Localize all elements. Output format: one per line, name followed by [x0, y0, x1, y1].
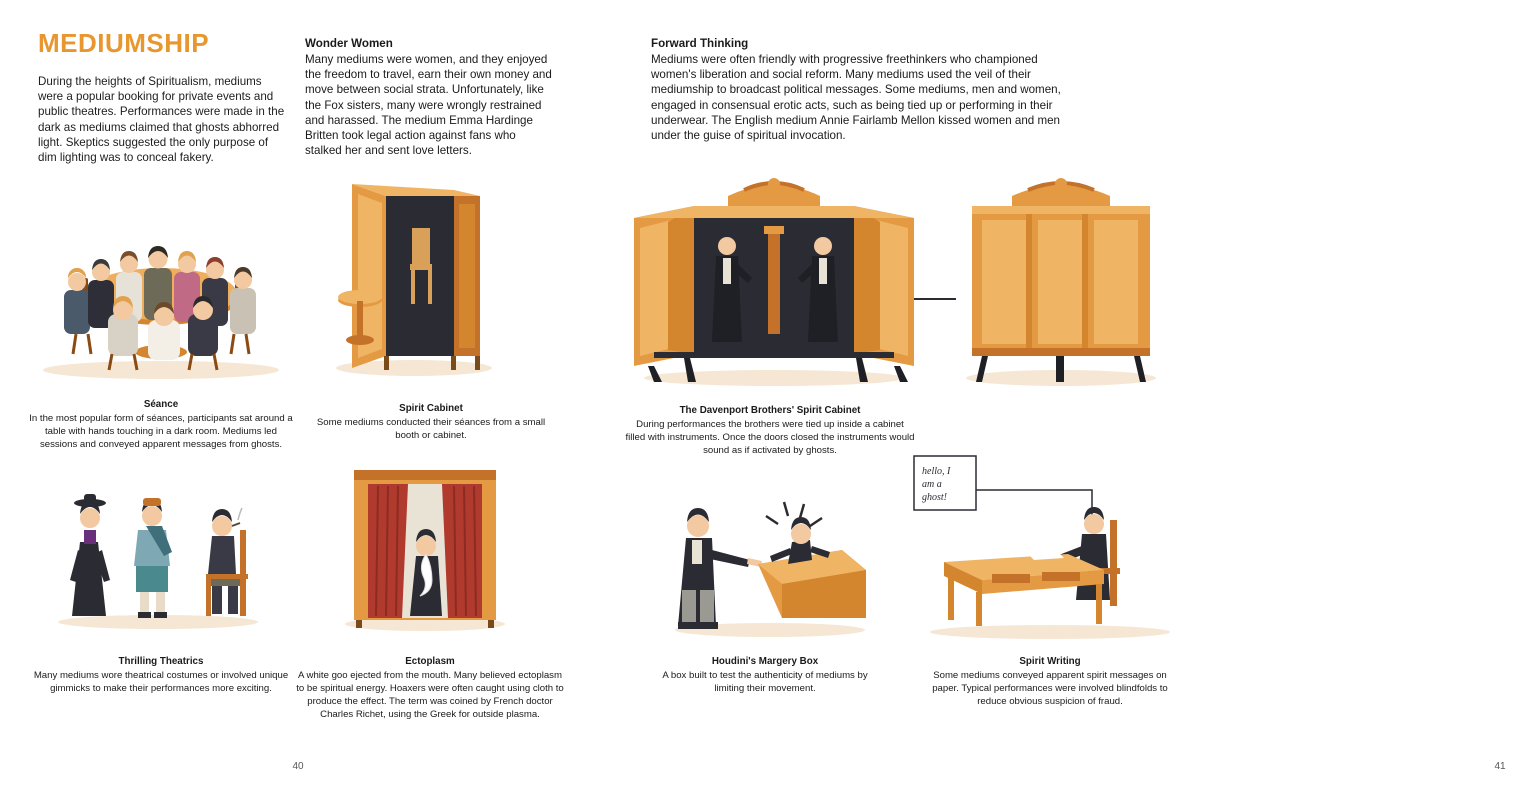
svg-text:ghost!: ghost!	[922, 492, 947, 503]
column-heading: Forward Thinking	[651, 37, 749, 50]
illustration-ectoplasm	[330, 460, 520, 632]
caption-text: A white goo ejected from the mouth. Many believed ectoplasm to be spiritual energy. Hoaxers were often caught using cloth to produce the effect. The term was coined by French doctor Charles Richet, using the Greek for outside plasma.	[296, 670, 564, 720]
column-forward-thinking	[651, 36, 1081, 143]
intro-paragraph: During the heights of Spiritualism, mediums were a popular booking for private events and public theatres. Performances were made in the dark as mediums claimed that ghosts abhorred light. Skeptics suggested the only purpose of dim lighting was to conceal fakery.	[38, 75, 285, 165]
svg-text:am a: am a	[922, 479, 942, 490]
caption-title: Thrilling Theatrics	[118, 656, 204, 667]
caption-text: In the most popular form of séances, participants sat around a table with hands touching in a dark room. Mediums led sessions and conveyed apparent messages from ghosts.	[29, 413, 293, 450]
caption-text: Many mediums wore theatrical costumes or involved unique gimmicks to make their performances more exciting.	[33, 670, 289, 694]
caption-thrilling-theatrics	[28, 655, 294, 695]
caption-seance	[28, 398, 294, 451]
caption-ectoplasm	[296, 655, 564, 721]
caption-text: Some mediums conducted their séances from a small booth or cabinet.	[316, 417, 546, 441]
illustration-thrilling-theatrics	[48, 470, 268, 630]
left-page	[0, 0, 600, 794]
page-number-left: 40	[292, 761, 304, 772]
illustration-margery-box	[660, 478, 880, 638]
illustration-seance	[30, 228, 292, 378]
caption-title: The Davenport Brothers' Spirit Cabinet	[679, 405, 861, 416]
column-heading: Wonder Women	[305, 37, 393, 50]
caption-spirit-writing	[930, 655, 1170, 708]
column-body: Mediums were often friendly with progressive freethinkers who championed women's liberation and social reform. Many mediums used the veil of their mediumship to broadcast political messages. Some mediums, men and women, engaged in consensual erotic acts, such as being tied up or performing in their underwear. The English medium Annie Fairlamb Mellon kissed women and men under the guise of spiritual invocation.	[651, 53, 1061, 143]
svg-text:hello, I: hello, I	[922, 466, 951, 477]
separator-dash	[914, 296, 956, 302]
illustration-spirit-writing	[900, 450, 1180, 640]
caption-margery-box	[650, 655, 880, 695]
caption-spirit-cabinet	[308, 402, 554, 442]
column-body: Many mediums were women, and they enjoyed the freedom to travel, earn their own money and move between social strata. Unfortunately, like the Fox sisters, many were wrongly restrained and harassed. The medium Emma Hardinge Britten took legal action against fans who stalked her and sent love letters.	[305, 53, 552, 158]
right-page	[600, 0, 1506, 794]
illustration-davenport-cabinet-closed	[956, 172, 1166, 388]
caption-text: A box built to test the authenticity of mediums by limiting their movement.	[662, 670, 868, 694]
caption-title: Spirit Writing	[1019, 656, 1081, 667]
caption-title: Houdini's Margery Box	[711, 656, 819, 667]
caption-title: Spirit Cabinet	[399, 403, 463, 414]
caption-title: Ectoplasm	[405, 656, 455, 667]
page-number-right: 41	[1494, 761, 1506, 772]
illustration-spirit-cabinet	[318, 168, 508, 380]
page-title: MEDIUMSHIP	[38, 28, 210, 58]
column-wonder-women	[305, 36, 555, 158]
caption-title: Séance	[143, 399, 179, 410]
caption-davenport	[625, 404, 915, 457]
caption-text: Some mediums conveyed apparent spirit messages on paper. Typical performances were involved blindfolds to reduce obvious suspicion of fraud.	[932, 670, 1168, 707]
caption-text: During performances the brothers were tied up inside a cabinet filled with instruments. Once the doors closed the instruments would sound as if activated by ghosts.	[625, 419, 915, 456]
illustration-davenport-cabinet-open	[624, 172, 924, 388]
